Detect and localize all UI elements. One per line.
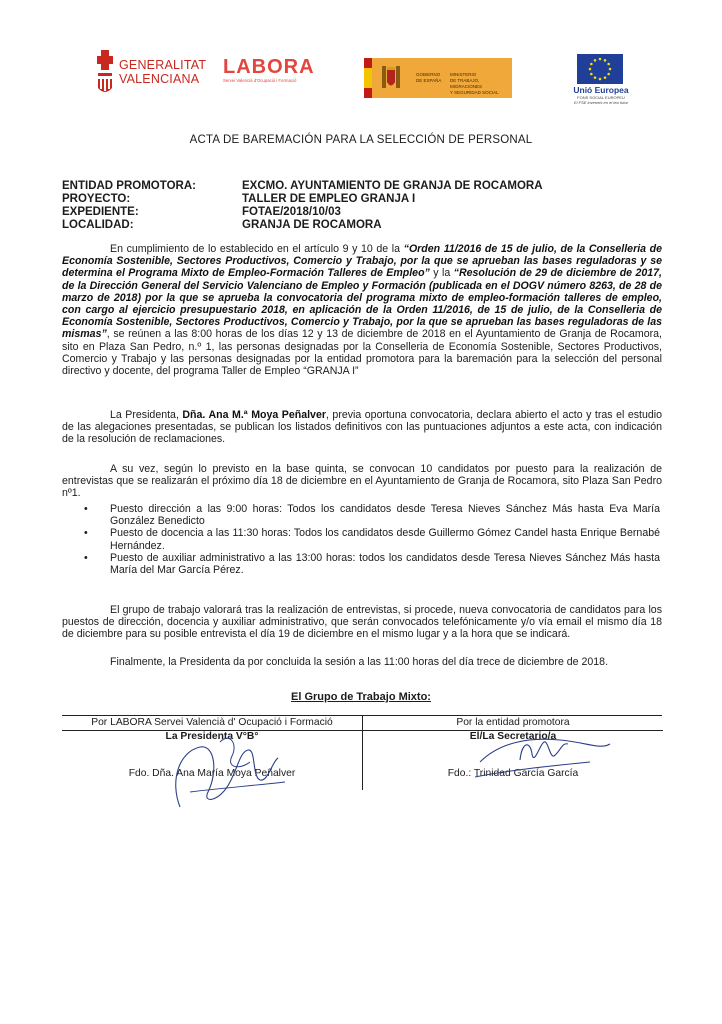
eu-star-icon — [604, 59, 607, 62]
eu-subtitle: FONS SOCIAL EUROPEU — [577, 95, 625, 100]
eu-star-icon — [609, 68, 612, 71]
eu-flag-icon — [577, 54, 623, 84]
field-label-entidad: ENTIDAD PROMOTORA: — [62, 180, 196, 192]
bullet-icon: • — [84, 527, 88, 540]
signature-right-entity: Por la entidad promotora — [363, 717, 663, 731]
list-item: • Puesto de auxiliar administrativo a las 13:00 horas: todos los candidatos desde Teresa Nieves Sánchez Más hasta María del Mar García Pérez. — [84, 551, 660, 577]
signature-left-role: La Presidenta V°B° — [165, 730, 259, 742]
field-value-entidad: EXCMO. AYUNTAMIENTO DE GRANJA DE ROCAMORA — [242, 180, 543, 192]
gobierno-label: GOBIERNO DE ESPAÑA — [416, 72, 442, 83]
eu-caption — [568, 85, 634, 105]
bullet-icon: • — [84, 503, 88, 515]
ministerio-label: MINISTERIO DE TRABAJO, MIGRACIONES Y SEGURIDAD SOCIAL — [450, 72, 499, 95]
signature-right — [363, 717, 663, 743]
signature-right-role: El/La Secretario/a — [469, 730, 557, 742]
paragraph-nueva-convocatoria: El grupo de trabajo valorará tras la realización de entrevistas, si procede, nueva convocatoria de candidatos para los puestos de dirección, docencia y auxiliar administrativo, que serán convocados telefónicamente y/o vía email el mismo día 18 de diciembre para su posible entrevista el día 19 de diciembre en el mismo lugar y a la hora que se indicará. — [62, 604, 662, 641]
eu-title: Unió Europea — [573, 85, 629, 95]
eu-stars-icon — [577, 54, 623, 84]
eu-star-icon — [594, 76, 597, 79]
paragraph-entrevistas: A su vez, según lo previsto en la base quinta, se convocan 10 candidatos por puesto para la realización de entrevistas que se realizarán el próximo día 18 de diciembre en el Ayuntamiento de Granja de Rocamora, sito Plaza San Pedro nº1. — [62, 463, 662, 500]
paragraph-presidenta: La Presidenta, Dña. Ana M.ª Moya Peñalver, previa oportuna convocatoria, declara abierto el acto y tras el estudio de las alegaciones presentadas, se publican los listados definitivos con las puntuaciones adjuntos a este acta, con indicación de la resolución de reclamaciones. — [62, 409, 662, 446]
list-item: • Puesto de docencia a las 11:30 horas: Todos los candidatos desde Guillermo Gómez Candel hasta Enrique Bernabé Hernández. — [84, 527, 660, 552]
eu-star-icon — [594, 59, 597, 62]
field-label-localidad: LOCALIDAD: — [62, 219, 134, 231]
signature-left-entity: Por LABORA Servei Valencià d' Ocupació i Formació — [62, 717, 362, 731]
paragraph-convocatoria: En cumplimiento de lo establecido en el artículo 9 y 10 de la “Orden 11/2016 de 15 de julio, de la Conselleria de Economía Sostenible, Sectores Productivos, Comercio y Trabajo, por la que se aprueban las bases reguladoras y se determina el Programa Mixto de Empleo-Formación Talleres de Empleo” y la “Resolución de 29 de diciembre de 2017, de la Dirección General del Servicio Valenciano de Empleo y Formación (publicada en el DOGV número 8263, de 28 de marzo de 2018) por la que se aprueba la convocatoria del programa mixto de empleo-formación talleres de empleo, con cargo al ejercicio presupuestario 2018, en aplicación de la Orden 11/2016, de 15 de julio, de la Conselleria de Economía Sostenible, Sectores Productivos, Comercio y Trabajo, por la que se aprueban las bases reguladoras de las mismas”, se reúnen a las 8:00 horas de los días 12 y 13 de diciembre de 2018 en el Ayuntamiento de Granja de Rocamora, sito en Plaza San Pedro, n.º 1, las personas designadas por la Conselleria de Economía Sostenible, Sectores Productivos, Comercio y Trabajo y las personas designadas por la entidad promotora para la baremación para la selección del personal directivo y docente, del programa Taller de Empleo “GRANJA I” — [62, 243, 663, 378]
eu-star-icon — [607, 73, 610, 76]
signature-left — [62, 717, 362, 743]
document-title: ACTA DE BAREMACIÓN PARA LA SELECCIÓN DE PERSONAL — [189, 134, 533, 146]
bullet-icon: • — [84, 551, 88, 564]
group-title: El Grupo de Trabajo Mixto: — [291, 691, 431, 703]
signature-table — [62, 715, 662, 790]
eu-star-icon — [590, 63, 593, 66]
eu-star-icon — [590, 73, 593, 76]
generalitat-valenciana-logo — [95, 48, 210, 98]
eu-star-icon — [599, 58, 602, 61]
labora-logo — [223, 56, 323, 84]
eu-star-icon — [607, 63, 610, 66]
eu-star-icon — [599, 78, 602, 81]
eu-star-icon — [589, 68, 592, 71]
eu-tagline: El FSE inverteix en el teu futur — [573, 100, 629, 105]
field-label-expediente: EXPEDIENTE: — [62, 206, 139, 218]
interview-schedule-list — [80, 503, 660, 576]
signature-right-name: Fdo.: Trinidad García García — [447, 768, 579, 779]
generalitat-wordmark: GENERALITAT VALENCIANA — [119, 58, 207, 86]
coat-of-arms-icon — [380, 64, 402, 92]
field-value-proyecto: TALLER DE EMPLEO GRANJA I — [242, 193, 416, 205]
gobierno-espana-logo — [364, 58, 512, 98]
paragraph-cierre: Finalmente, la Presidenta da por concluida la sesión a las 11:00 horas del día trece de diciembre de 2018. — [110, 656, 609, 668]
field-value-localidad: GRANJA DE ROCAMORA — [242, 219, 382, 231]
spain-flag-stripe — [364, 58, 372, 98]
labora-subtitle: Servei Valencià d'Ocupació i Formació — [223, 78, 297, 83]
signature-left-name: Fdo. Dña. Ana María Moya Peñalver — [128, 768, 296, 779]
field-value-expediente: FOTAE/2018/10/03 — [242, 206, 341, 218]
generalitat-emblem-icon — [95, 48, 115, 96]
field-label-proyecto: PROYECTO: — [62, 193, 131, 205]
labora-wordmark: LABORA — [223, 56, 315, 78]
list-item: • Puesto dirección a las 9:00 horas: Todos los candidatos desde Teresa Nieves Sánchez Más hasta Eva María González Benedicto — [84, 503, 660, 528]
eu-star-icon — [604, 76, 607, 79]
